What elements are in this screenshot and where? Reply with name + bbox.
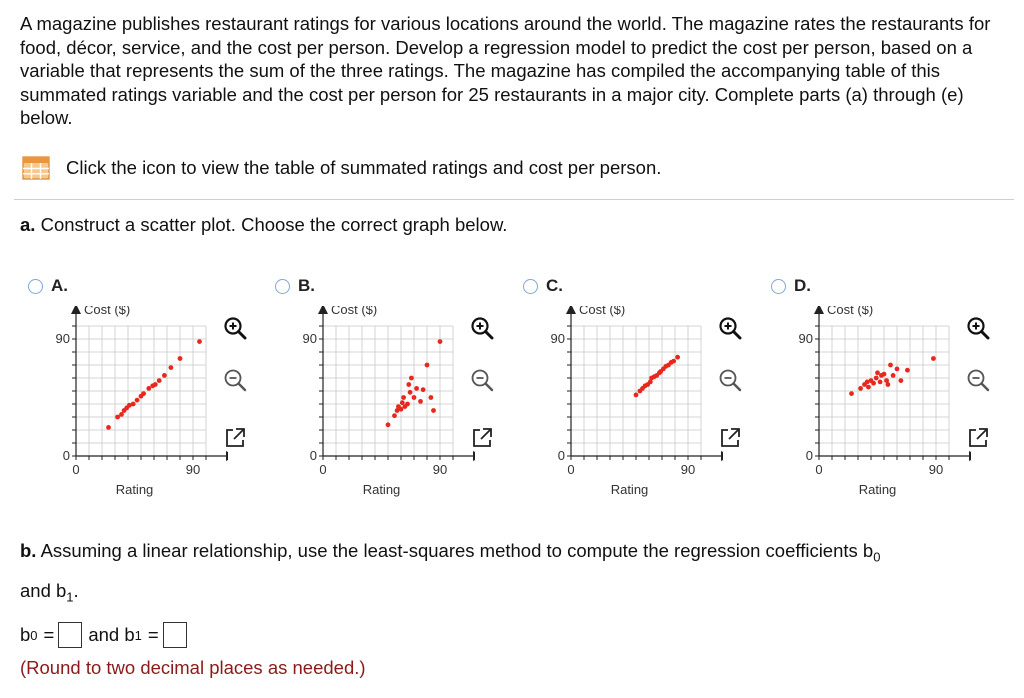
option-d-point bbox=[888, 363, 893, 368]
option-a-point bbox=[197, 339, 202, 344]
option-b[interactable] bbox=[275, 276, 520, 506]
option-d-point bbox=[899, 378, 904, 383]
option-c-xtick-90: 90 bbox=[680, 462, 696, 477]
option-a-xtick-90: 90 bbox=[185, 462, 201, 477]
option-a-point bbox=[146, 386, 151, 391]
option-a-ytick-0: 0 bbox=[62, 448, 70, 463]
option-a[interactable] bbox=[28, 276, 273, 506]
option-d[interactable] bbox=[771, 276, 1016, 506]
option-d-point bbox=[891, 373, 896, 378]
option-b-point bbox=[400, 400, 405, 405]
option-a-scatter-plot bbox=[28, 306, 228, 506]
option-b-open-new-window-icon[interactable] bbox=[470, 426, 494, 450]
option-a-zoom-in-icon[interactable] bbox=[223, 316, 247, 340]
option-b-point bbox=[401, 395, 406, 400]
option-d-point bbox=[895, 367, 900, 372]
option-b-point bbox=[409, 376, 414, 381]
part-b-sub0: 0 bbox=[873, 549, 881, 565]
part-b-prompt bbox=[20, 534, 880, 613]
option-d-y-arrow bbox=[814, 306, 824, 314]
answer-line bbox=[20, 622, 193, 648]
option-b-point bbox=[408, 390, 413, 395]
problem-intro: A magazine publishes restaurant ratings for various locations around the world. The magazine rates the restaurants for food, décor, service, and the cost per person. Develop a regression model to predict the cost per person, based on a variable that represents the sum of the three ratings. The magazine has compiled the accompanying table of this summated ratings variable and the cost per person for 25 restaurants in a major city. Complete parts (a) through (e) below. bbox=[20, 13, 991, 128]
option-b-point bbox=[399, 407, 404, 412]
option-d-point bbox=[874, 376, 879, 381]
option-d-point bbox=[882, 372, 887, 377]
option-d-open-new-window-icon[interactable] bbox=[966, 426, 990, 450]
option-d-point bbox=[931, 356, 936, 361]
b0-equals: = bbox=[43, 624, 55, 645]
option-b-point bbox=[421, 387, 426, 392]
option-d-point bbox=[875, 370, 880, 375]
option-d-point bbox=[858, 386, 863, 391]
option-a-ylabel: Cost ($) bbox=[84, 306, 131, 317]
b1-equals: = bbox=[147, 624, 159, 645]
option-d-zoom-in-icon[interactable] bbox=[966, 316, 990, 340]
option-b-zoom-out-icon[interactable] bbox=[470, 368, 494, 392]
option-a-point bbox=[178, 356, 183, 361]
option-d-header[interactable] bbox=[771, 276, 811, 296]
option-b-point bbox=[438, 339, 443, 344]
b0-label: b bbox=[20, 624, 31, 645]
option-a-point bbox=[157, 378, 162, 383]
option-c-scatter-plot bbox=[523, 306, 723, 506]
table-link-text[interactable]: Click the icon to view the table of summated ratings and cost per person. bbox=[66, 157, 662, 178]
option-d-xtick-90: 90 bbox=[928, 462, 944, 477]
option-c-xlabel: Rating bbox=[610, 482, 649, 497]
option-a-point bbox=[106, 425, 111, 430]
option-d-ytick-0: 0 bbox=[805, 448, 813, 463]
option-b-point bbox=[405, 402, 410, 407]
option-a-point bbox=[131, 402, 136, 407]
option-a-point bbox=[115, 415, 120, 420]
option-c-letter: C. bbox=[546, 276, 563, 295]
option-b-point bbox=[386, 422, 391, 427]
rounding-note: (Round to two decimal places as needed.) bbox=[20, 657, 366, 678]
option-d-point bbox=[866, 385, 871, 390]
part-b-text: Assuming a linear relationship, use the least-squares method to compute the regression coefficients b bbox=[40, 540, 874, 561]
option-c-xtick-0: 0 bbox=[567, 462, 575, 477]
option-a-x-arrow bbox=[226, 451, 228, 461]
b0-input[interactable] bbox=[58, 622, 82, 648]
option-a-point bbox=[141, 391, 146, 396]
option-a-ytick-90: 90 bbox=[55, 331, 70, 346]
option-d-point bbox=[886, 382, 891, 387]
option-d-letter: D. bbox=[794, 276, 811, 295]
part-a-prompt bbox=[20, 214, 507, 236]
option-a-xtick-0: 0 bbox=[72, 462, 80, 477]
option-b-point bbox=[406, 382, 411, 387]
option-a-point bbox=[119, 412, 124, 417]
option-b-xtick-0: 0 bbox=[319, 462, 327, 477]
part-b-end: . bbox=[73, 579, 79, 601]
option-a-xlabel: Rating bbox=[115, 482, 154, 497]
option-d-point bbox=[878, 380, 883, 385]
option-c-radio[interactable] bbox=[523, 279, 538, 294]
part-a-text: Construct a scatter plot. Choose the correct graph below. bbox=[40, 214, 508, 235]
b1-input[interactable] bbox=[163, 622, 187, 648]
option-c-ylabel: Cost ($) bbox=[579, 306, 626, 317]
option-b-point bbox=[414, 386, 419, 391]
option-a-radio[interactable] bbox=[28, 279, 43, 294]
option-b-point bbox=[412, 395, 417, 400]
option-c-zoom-out-icon[interactable] bbox=[718, 368, 742, 392]
option-b-point bbox=[431, 408, 436, 413]
option-b-ytick-90: 90 bbox=[302, 331, 317, 346]
option-c-header[interactable] bbox=[523, 276, 563, 296]
b1-sub: 1 bbox=[134, 627, 142, 643]
option-b-x-arrow bbox=[473, 451, 475, 461]
option-b-point bbox=[392, 413, 397, 418]
option-b-xlabel: Rating bbox=[362, 482, 401, 497]
option-c-open-new-window-icon[interactable] bbox=[718, 426, 742, 450]
option-b-scatter-plot bbox=[275, 306, 475, 506]
option-d-ytick-90: 90 bbox=[798, 331, 813, 346]
table-link[interactable] bbox=[22, 156, 661, 180]
option-b-ylabel: Cost ($) bbox=[331, 306, 378, 317]
option-a-point bbox=[135, 398, 140, 403]
option-b-letter: B. bbox=[298, 276, 315, 295]
option-d-point bbox=[871, 381, 876, 386]
option-d-zoom-out-icon[interactable] bbox=[966, 368, 990, 392]
part-b-label: b. bbox=[20, 540, 37, 561]
option-d-point bbox=[905, 368, 910, 373]
option-b-point bbox=[429, 395, 434, 400]
option-b-point bbox=[425, 363, 430, 368]
table-icon[interactable] bbox=[22, 156, 50, 180]
option-c-zoom-in-icon[interactable] bbox=[718, 316, 742, 340]
option-d-x-arrow bbox=[969, 451, 971, 461]
b0-sub: 0 bbox=[30, 627, 38, 643]
option-a-letter: A. bbox=[51, 276, 68, 295]
option-c[interactable] bbox=[523, 276, 768, 506]
option-a-point bbox=[162, 373, 167, 378]
option-a-header[interactable] bbox=[28, 276, 68, 296]
option-c-point bbox=[671, 359, 676, 364]
option-d-ylabel: Cost ($) bbox=[827, 306, 874, 317]
option-b-ytick-0: 0 bbox=[309, 448, 317, 463]
option-a-zoom-out-icon[interactable] bbox=[223, 368, 247, 392]
option-c-ytick-0: 0 bbox=[557, 448, 565, 463]
option-d-point bbox=[849, 391, 854, 396]
option-b-radio[interactable] bbox=[275, 279, 290, 294]
option-b-zoom-in-icon[interactable] bbox=[470, 316, 494, 340]
option-b-y-arrow bbox=[318, 306, 328, 314]
option-c-point bbox=[675, 355, 680, 360]
option-c-grid bbox=[571, 326, 701, 456]
option-d-grid bbox=[819, 326, 949, 456]
option-d-scatter-plot bbox=[771, 306, 971, 506]
option-b-header[interactable] bbox=[275, 276, 315, 296]
option-d-xlabel: Rating bbox=[858, 482, 897, 497]
option-a-y-arrow bbox=[71, 306, 81, 314]
option-b-grid bbox=[323, 326, 453, 456]
option-a-grid bbox=[76, 326, 206, 456]
option-b-xtick-90: 90 bbox=[432, 462, 448, 477]
option-a-open-new-window-icon[interactable] bbox=[223, 426, 247, 450]
part-b-sub1: 1 bbox=[66, 589, 74, 605]
option-a-point bbox=[153, 382, 158, 387]
part-a-label: a. bbox=[20, 214, 36, 235]
option-c-y-arrow bbox=[566, 306, 576, 314]
option-c-point bbox=[634, 393, 639, 398]
option-c-ytick-90: 90 bbox=[550, 331, 565, 346]
option-b-point bbox=[418, 399, 423, 404]
option-c-x-arrow bbox=[721, 451, 723, 461]
b1-label: and b bbox=[88, 624, 135, 645]
section-divider bbox=[14, 199, 1014, 200]
part-b-and: and b bbox=[20, 579, 67, 601]
option-d-xtick-0: 0 bbox=[815, 462, 823, 477]
option-a-point bbox=[169, 365, 174, 370]
option-d-radio[interactable] bbox=[771, 279, 786, 294]
